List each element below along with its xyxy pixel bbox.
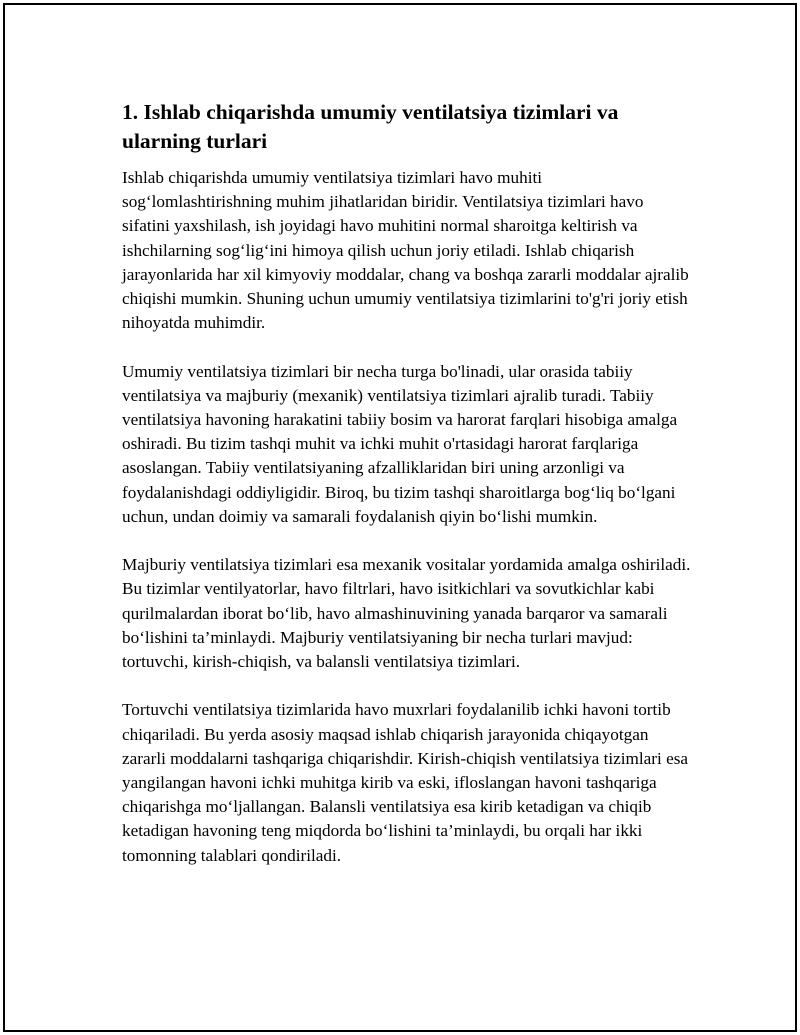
paragraph-2: Umumiy ventilatsiya tizimlari bir necha turga bo'linadi, ular orasida tabiiy ventilatsiya va majburiy (mexanik) ventilatsiya tizimlari ajralib turadi. Tabiiy ventilatsiya havoning harakatini tabiiy bosim va harorat farqlari hisobiga amalga oshiradi. Bu tizim tashqi muhit va ichki muhit o'rtasidagi harorat farqlariga asoslangan. Tabiiy ventilatsiyaning afzalliklaridan biri uning arzonligi va foydalanishdagi oddiyligidir. Biroq, bu tizim tashqi sharoitlarga bog‘liq bo‘lgani uchun, undan doimiy va samarali foydalanish qiyin bo‘lishi mumkin. [122, 361, 678, 526]
paragraph-1: Ishlab chiqarishda umumiy ventilatsiya tizimlari havo muhiti sog‘lomlashtirishning muhim jihatlaridan biridir. Ventilatsiya tizimlari havo sifatini yaxshilash, ish joyidagi havo muhitini normal sharoitga keltirish va ishchilarning sog‘lig‘ini himoya qilish uchun joriy etiladi. Ishlab chiqarish jarayonlarida har xil kimyoviy moddalar, chang va boshqa zararli moddalar ajralib chiqishi mumkin. Shuning uchun umumiy ventilatsiya tizimlarini to'g'ri joriy etish nihoyatda muhimdir. [122, 168, 689, 333]
paragraph-4: Tortuvchi ventilatsiya tizimlarida havo muxrlari foydalanilib ichki havoni tortib chiqariladi. Bu yerda asosiy maqsad ishlab chiqarish jarayonida chiqayotgan zararli moddalarni tashqariga chiqarishdir. Kirish-chiqish ventilatsiya tizimlari esa yangilangan havoni ichki muhitga kirib va eski, ifloslangan havoni tashqariga chiqarishga mo‘ljallangan. Balansli ventilatsiya esa kirib ketadigan va chiqib ketadigan havoning teng miqdorda bo‘lishini ta’minlaydi, bu orqali har ikki tomonning talablari qondiriladi. [122, 700, 689, 865]
document-body [122, 98, 692, 892]
page-frame [3, 3, 797, 1032]
section-heading: 1. Ishlab chiqarishda umumiy ventilatsiya tizimlari va ularning turlari [122, 100, 619, 153]
paragraph-3: Majburiy ventilatsiya tizimlari esa mexanik vositalar yordamida amalga oshiriladi. Bu tizimlar ventilyatorlar, havo filtrlari, havo isitkichlari va sovutkichlar kabi qurilmalardan iborat bo‘lib, havo almashinuvining yanada barqaror va samarali bo‘lishini ta’minlaydi. Majburiy ventilatsiyaning bir necha turlari mavjud: tortuvchi, kirish-chiqish, va balansli ventilatsiya tizimlari. [122, 555, 691, 672]
